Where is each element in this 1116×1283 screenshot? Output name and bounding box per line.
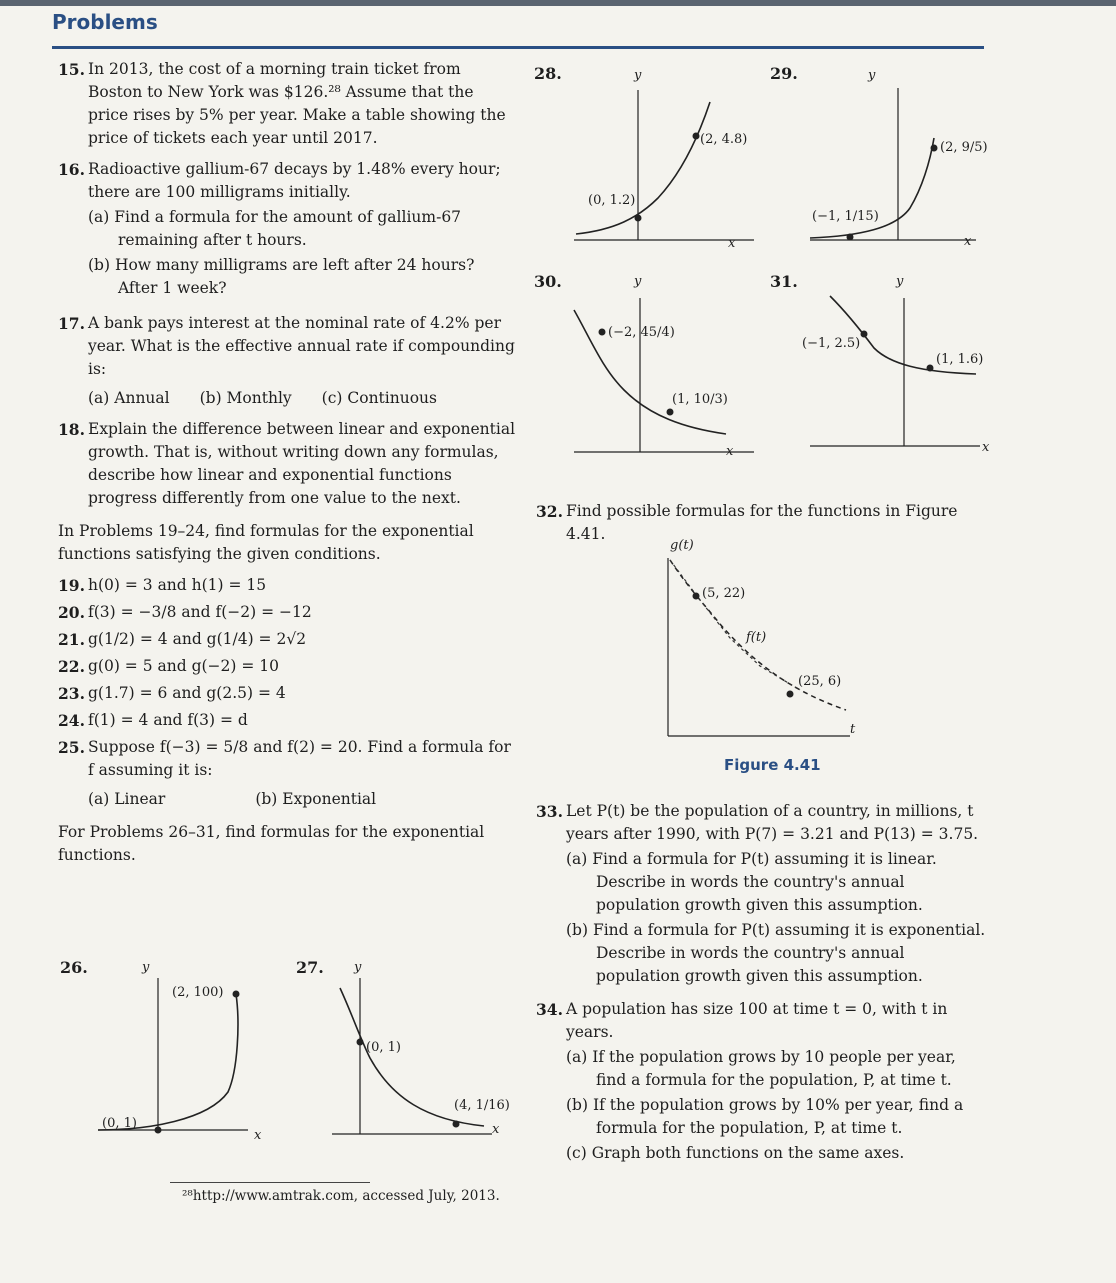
x-axis-label: x xyxy=(964,234,972,249)
footnote: ²⁸http://www.amtrak.com, accessed July, 2013. xyxy=(182,1188,500,1204)
problem-text: A bank pays interest at the nominal rate of 4.2% per year. What is the effective annual rate if compounding is: xyxy=(88,314,515,378)
data-point xyxy=(927,365,934,372)
point-label: (0, 1) xyxy=(102,1116,137,1131)
figure-4-41-graph xyxy=(640,530,880,760)
y-axis-label: g(t) xyxy=(670,538,694,553)
figure-29-graph xyxy=(770,62,1000,258)
figure-28-graph xyxy=(534,62,764,258)
point-label: (2, 4.8) xyxy=(700,132,748,147)
data-point xyxy=(453,1121,460,1128)
problem-25 xyxy=(58,736,516,811)
problem-number: 33. xyxy=(536,802,563,821)
problem-number: 21. xyxy=(58,630,85,649)
figure-29 xyxy=(770,62,1000,258)
problem-text: Suppose f(−3) = 5/8 and f(2) = 20. Find a formula for f assuming it is: xyxy=(88,738,511,779)
section-title: Problems xyxy=(52,10,158,34)
problem-22 xyxy=(58,655,516,678)
figure-30 xyxy=(534,268,764,468)
problem-text: g(0) = 5 and g(−2) = 10 xyxy=(88,657,280,675)
data-point xyxy=(667,409,674,416)
problem-text: Let P(t) be the population of a country, in millions, t years after 1990, with P(7) = 3.21 and P(13) = 3.75. xyxy=(566,802,979,843)
problem-part-b: (b) Exponential xyxy=(255,790,377,808)
figure-number: 31. xyxy=(770,272,798,291)
data-point xyxy=(599,329,606,336)
figure-27 xyxy=(296,952,516,1152)
problem-18 xyxy=(58,418,516,510)
problem-17 xyxy=(58,312,516,410)
problem-number: 16. xyxy=(58,160,85,179)
problem-number: 22. xyxy=(58,657,85,676)
point-label: (−1, 2.5) xyxy=(802,336,861,351)
problem-23 xyxy=(58,682,516,705)
data-point xyxy=(931,145,938,152)
problem-part-a: (a) Linear xyxy=(88,790,166,808)
figure-27-graph xyxy=(296,952,516,1152)
header-rule xyxy=(52,46,984,49)
problem-text: h(0) = 3 and h(1) = 15 xyxy=(88,576,267,594)
curve xyxy=(576,102,710,234)
problem-part-a: (a) Annual xyxy=(88,389,170,407)
problem-text: f(1) = 4 and f(3) = d xyxy=(88,711,248,729)
point-label: (4, 1/16) xyxy=(454,1098,510,1113)
figure-26-graph xyxy=(58,952,288,1152)
problem-number: 23. xyxy=(58,684,85,703)
problem-part-a: (a) If the population grows by 10 people per year, find a formula for the population, P, at time t. xyxy=(566,1048,956,1089)
point-label: (2, 100) xyxy=(172,985,224,1000)
x-axis-label: x xyxy=(254,1128,262,1143)
problem-text: Radioactive gallium-67 decays by 1.48% every hour; there are 100 milligrams initially. xyxy=(88,160,501,201)
point-label: (1, 10/3) xyxy=(672,392,728,407)
problem-text: Find possible formulas for the functions in Figure 4.41. xyxy=(566,502,958,543)
problem-part-c: (c) Graph both functions on the same axes. xyxy=(566,1144,905,1162)
figure-31-graph xyxy=(770,268,1000,468)
figure-caption: Figure 4.41 xyxy=(724,756,821,774)
data-point xyxy=(155,1127,162,1134)
y-axis-label: y xyxy=(896,274,904,289)
y-axis-label: y xyxy=(634,68,642,83)
data-point xyxy=(357,1039,364,1046)
problem-text: g(1.7) = 6 and g(2.5) = 4 xyxy=(88,684,286,702)
page-top-edge xyxy=(0,0,1116,6)
problem-number: 32. xyxy=(536,502,563,521)
problem-number: 19. xyxy=(58,576,85,595)
point-label: (5, 22) xyxy=(702,586,746,601)
problem-text: g(1/2) = 4 and g(1/4) = 2√2 xyxy=(88,630,307,648)
problem-text: f(3) = −3/8 and f(−2) = −12 xyxy=(88,603,312,621)
data-point xyxy=(847,234,854,241)
data-point xyxy=(233,991,240,998)
problem-part-a: (a) Find a formula for P(t) assuming it is linear. Describe in words the country's annual population growth given this assumption. xyxy=(566,850,937,914)
figure-26 xyxy=(58,952,288,1152)
figure-number: 27. xyxy=(296,958,324,977)
data-point xyxy=(861,331,868,338)
y-axis-label: y xyxy=(634,274,642,289)
x-axis-label: t xyxy=(850,722,856,737)
curve-g xyxy=(670,560,800,690)
left-column xyxy=(58,58,516,875)
footnote-rule xyxy=(170,1182,370,1183)
x-axis-label: x xyxy=(982,440,990,455)
problem-part-b: (b) Monthly xyxy=(199,389,292,407)
problem-21 xyxy=(58,628,516,651)
problem-text: In 2013, the cost of a morning train ticket from Boston to New York was $126.²⁸ Assume that the price rises by 5% per year. Make a table showing the price of tickets each year until 2017. xyxy=(88,60,506,147)
problem-number: 34. xyxy=(536,1000,563,1019)
problem-15 xyxy=(58,58,516,150)
intro-19-24: In Problems 19–24, find formulas for the exponential functions satisfying the given conditions. xyxy=(58,522,474,563)
problem-33 xyxy=(536,800,986,988)
x-axis-label: x xyxy=(728,236,736,251)
data-point xyxy=(693,593,700,600)
y-axis-label: y xyxy=(142,960,150,975)
point-label: (25, 6) xyxy=(798,674,842,689)
curve xyxy=(98,994,238,1130)
problem-34 xyxy=(536,998,986,1165)
problem-number: 17. xyxy=(58,314,85,333)
data-point xyxy=(787,691,794,698)
problem-number: 25. xyxy=(58,738,85,757)
point-label: (2, 9/5) xyxy=(940,140,988,155)
problem-number: 18. xyxy=(58,420,85,439)
problem-part-a: (a) Find a formula for the amount of gallium-67 remaining after t hours. xyxy=(88,208,462,249)
figure-30-graph xyxy=(534,268,764,468)
figure-number: 29. xyxy=(770,64,798,83)
problem-part-b: (b) How many milligrams are left after 24 hours? After 1 week? xyxy=(88,256,475,297)
problem-20 xyxy=(58,601,516,624)
data-point xyxy=(635,215,642,222)
problem-part-b: (b) If the population grows by 10% per year, find a formula for the population, P, at time t. xyxy=(566,1096,964,1137)
problem-part-c: (c) Continuous xyxy=(321,389,437,407)
figure-number: 30. xyxy=(534,272,562,291)
intro-26-31: For Problems 26–31, find formulas for the exponential functions. xyxy=(58,823,485,864)
problem-number: 24. xyxy=(58,711,85,730)
problem-24 xyxy=(58,709,516,732)
figure-number: 26. xyxy=(60,958,88,977)
figure-4-41 xyxy=(640,530,880,760)
y-axis-label: y xyxy=(354,960,362,975)
point-label: (0, 1.2) xyxy=(588,193,636,208)
point-label: (1, 1.6) xyxy=(936,352,984,367)
figure-number: 28. xyxy=(534,64,562,83)
problem-19 xyxy=(58,574,516,597)
problem-part-b: (b) Find a formula for P(t) assuming it is exponential. Describe in words the country's annual population growth given this assumption. xyxy=(566,921,986,985)
y-axis-label: y xyxy=(868,68,876,83)
figure-31 xyxy=(770,268,1000,468)
x-axis-label: x xyxy=(492,1122,500,1137)
point-label: (0, 1) xyxy=(366,1040,401,1055)
problem-16 xyxy=(58,158,516,300)
point-label: (−1, 1/15) xyxy=(812,209,879,224)
figure-28 xyxy=(534,62,764,258)
problem-number: 20. xyxy=(58,603,85,622)
point-label: (−2, 45/4) xyxy=(608,325,675,340)
data-point xyxy=(693,133,700,140)
right-column-lower xyxy=(536,800,986,1173)
x-axis-label: x xyxy=(726,444,734,459)
problem-text: Explain the difference between linear and exponential growth. That is, without writing down any formulas, describe how linear and exponential functions progress differently from one value to the next. xyxy=(88,420,516,507)
problem-text: A population has size 100 at time t = 0, with t in years. xyxy=(566,1000,948,1041)
problem-number: 15. xyxy=(58,60,85,79)
curve-label: f(t) xyxy=(746,630,767,645)
